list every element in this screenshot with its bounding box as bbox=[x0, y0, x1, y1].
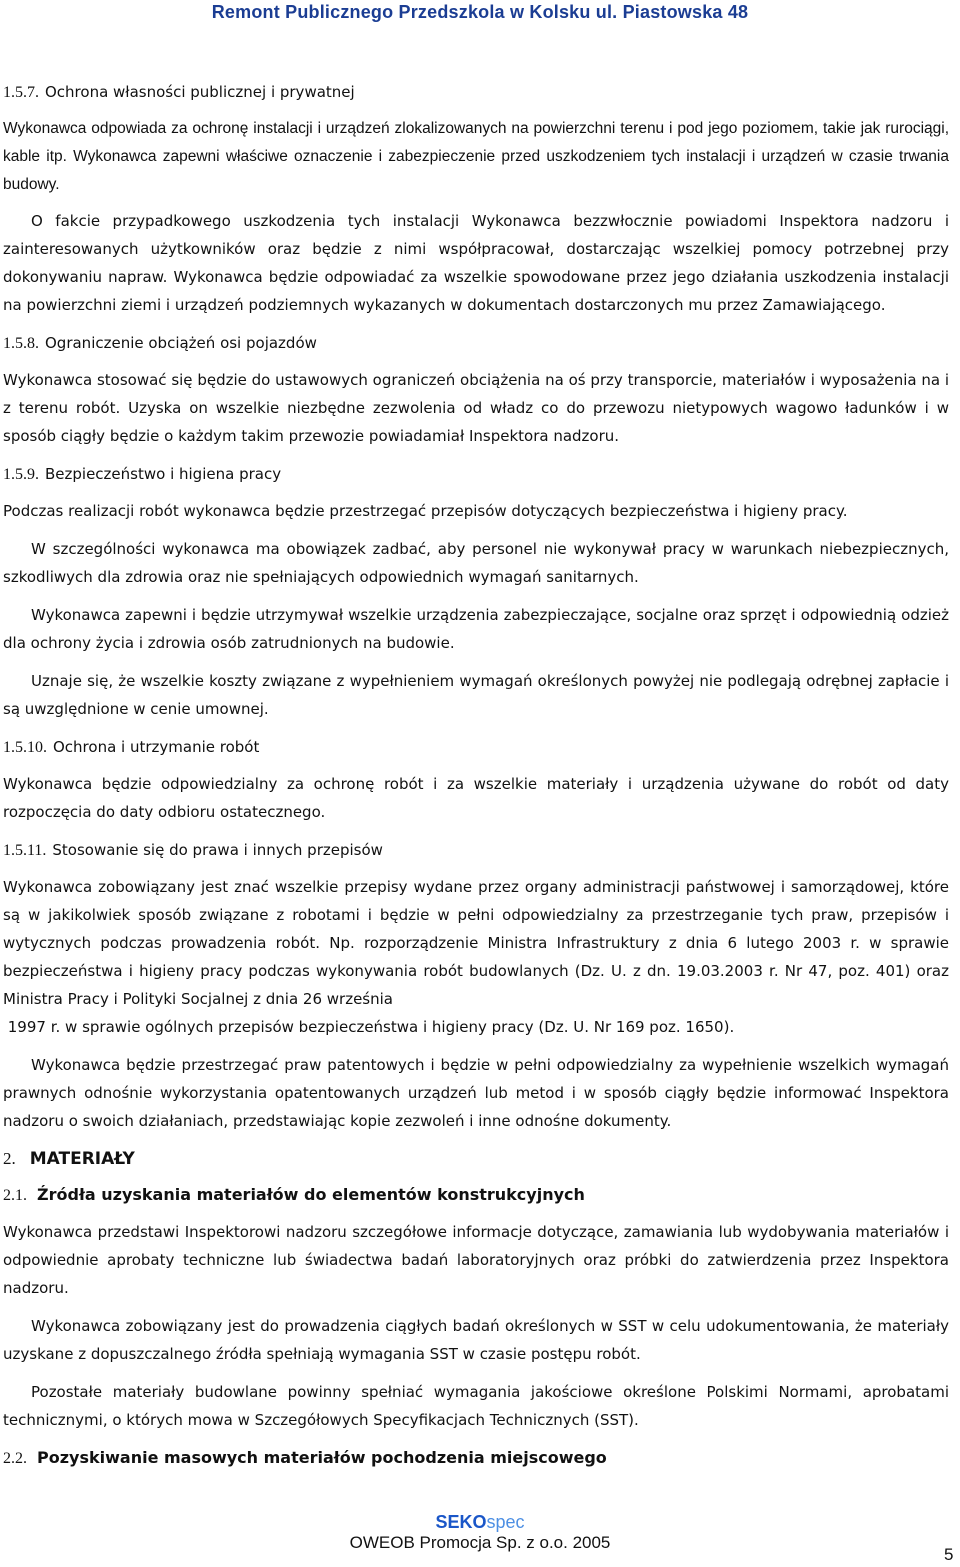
section-number: 1.5.11. bbox=[3, 842, 47, 859]
section-number: 1.5.9. bbox=[3, 466, 39, 483]
section-title: Ochrona i utrzymanie robót bbox=[53, 738, 260, 756]
paragraph-continuation: 1997 r. w sprawie ogólnych przepisów bezpieczeństwa i higieny pracy (Dz. U. Nr 169 poz. 1650). bbox=[3, 1018, 735, 1036]
running-header: Remont Publicznego Przedszkola w Kolsku ul. Piastowska 48 bbox=[211, 2, 749, 22]
paragraph: Wykonawca będzie odpowiedzialny za ochronę robót i za wszelkie materiały i urządzenia używane do robót od daty rozpoczęcia do daty odbioru ostatecznego. bbox=[3, 775, 949, 821]
footer-brand-logo bbox=[0, 1512, 960, 1533]
paragraph: Wykonawca zobowiązany jest do prowadzenia ciągłych badań określonych w SST w celu udokumentowania, że materiały uzyskane z dopuszczalnego źródła spełniają wymagania SST w czasie postępu robót. bbox=[3, 1317, 949, 1363]
paragraph: O fakcie przypadkowego uszkodzenia tych instalacji Wykonawca bezzwłocznie powiadomi Inspektora nadzoru i zainteresowanych użytkowników oraz będzie z nimi współpracował, dostarczając wszelkiej pomocy potrzebnej przy dokonywaniu napraw. Wykonawca będzie odpowiadać za wszelkie spowodowane przez jego działania uszkodzenia instalacji na powierzchni ziemi i urządzeń podziemnych wykazanych w dokumentach dostarczonych mu przez Zamawiającego. bbox=[3, 212, 949, 314]
chapter-heading-2 bbox=[3, 1145, 949, 1173]
section-heading-1-5-8 bbox=[3, 329, 949, 358]
document-body bbox=[3, 78, 949, 1473]
section-title: Ograniczenie obciążeń osi pojazdów bbox=[45, 334, 317, 352]
paragraph: W szczególności wykonawca ma obowiązek zadbać, aby personel nie wykonywał pracy w warunkach niebezpiecznych, szkodliwych dla zdrowia oraz nie spełniających odpowiednich wymagań sanitarnych. bbox=[3, 540, 949, 586]
paragraph: Wykonawca przedstawi Inspektorowi nadzoru szczegółowe informacje dotyczące, zamawiania lub wydobywania materiałów i odpowiednie aprobaty techniczne lub świadectwa badań laboratoryjnych oraz próbki do zatwierdzenia przez Inspektora nadzoru. bbox=[3, 1223, 949, 1297]
chapter-title: MATERIAŁY bbox=[29, 1149, 135, 1169]
section-heading-2-1 bbox=[3, 1181, 949, 1210]
section-heading-1-5-10 bbox=[3, 733, 949, 762]
section-number: 2.2. bbox=[3, 1450, 27, 1467]
paragraph: Wykonawca zapewni i będzie utrzymywał wszelkie urządzenia zabezpieczające, socjalne oraz sprzęt i odpowiednią odzież dla ochrony życia i zdrowia osób zatrudnionych na budowie. bbox=[3, 606, 949, 652]
paragraph: Wykonawca zobowiązany jest znać wszelkie przepisy wydane przez organy administracji państwowej i samorządowej, które są w jakikolwiek sposób związane z robotami i będzie w pełni odpowiedzialny za przestrzeganie tych praw, przepisów i wytycznych podczas prowadzenia robót. Np. rozporządzenie Ministra Infrastruktury z dnia 6 lutego 2003 r. w sprawie bezpieczeństwa i higieny pracy podczas wykonywania robót budowlanych (Dz. U. z dn. 19.03.2003 r. Nr 47, poz. 401) oraz Ministra Pracy i Polityki Socjalnej z dnia 26 września bbox=[3, 878, 949, 1008]
section-title: Pozyskiwanie masowych materiałów pochodzenia miejscowego bbox=[37, 1448, 607, 1467]
section-title: Bezpieczeństwo i higiena pracy bbox=[45, 465, 282, 483]
section-heading-2-2 bbox=[3, 1444, 949, 1473]
page-number: 5 bbox=[944, 1545, 954, 1564]
section-number: 2.1. bbox=[3, 1187, 27, 1204]
paragraph: Wykonawca odpowiada za ochronę instalacji i urządzeń zlokalizowanych na powierzchni terenu i pod jego poziomem, takie jak rurociągi, kable itp. Wykonawca zapewni właściwe oznaczenie i zabezpieczenie przed uszkodzeniem tych instalacji i urządzeń w czasie trwania budowy. bbox=[3, 120, 949, 193]
paragraph: Wykonawca będzie przestrzegać praw patentowych i będzie w pełni odpowiedzialny za wypełnienie wszelkich wymagań prawnych odnośnie wykorzystania opatentowanych urządzeń lub metod i w sposób ciągły będzie informować Inspektora nadzoru o swoich działaniach, przedstawiając kopie zezwoleń i inne odnośne dokumenty. bbox=[3, 1056, 949, 1130]
paragraph: Wykonawca stosować się będzie do ustawowych ograniczeń obciążenia na oś przy transporcie, materiałów i wyposażenia na i z terenu robót. Uzyska on wszelkie niezbędne zezwolenia od władz co do przewozu nietypowych wagowo ładunków i w sposób ciągły będzie o każdym takim przewozie powiadamiał Inspektora nadzoru. bbox=[3, 371, 949, 445]
brand-part-2: spec bbox=[486, 1512, 525, 1532]
chapter-number: 2. bbox=[3, 1149, 16, 1168]
section-heading-1-5-7 bbox=[3, 78, 949, 107]
section-title: Stosowanie się do prawa i innych przepisów bbox=[52, 841, 383, 859]
section-number: 1.5.10. bbox=[3, 739, 47, 756]
footer-company: OWEOB Promocja Sp. z o.o. 2005 bbox=[349, 1533, 611, 1552]
paragraph: Pozostałe materiały budowlane powinny spełniać wymagania jakościowe określone Polskimi Normami, aprobatami technicznymi, o których mowa w Szczegółowych Specyfikacjach Technicznych (SST). bbox=[3, 1383, 949, 1429]
section-heading-1-5-11 bbox=[3, 836, 949, 865]
brand-part-1: SEKO bbox=[435, 1512, 487, 1532]
section-title: Ochrona własności publicznej i prywatnej bbox=[45, 83, 355, 101]
paragraph: Uznaje się, że wszelkie koszty związane z wypełnieniem wymagań określonych powyżej nie podlegają odrębnej zapłacie i są uwzględnione w cenie umownej. bbox=[3, 672, 949, 718]
section-heading-1-5-9 bbox=[3, 460, 949, 489]
section-title: Źródła uzyskania materiałów do elementów konstrukcyjnych bbox=[37, 1185, 585, 1204]
paragraph: Podczas realizacji robót wykonawca będzie przestrzegać przepisów dotyczących bezpieczeństwa i higieny pracy. bbox=[3, 502, 848, 520]
section-number: 1.5.7. bbox=[3, 84, 39, 101]
section-number: 1.5.8. bbox=[3, 335, 39, 352]
